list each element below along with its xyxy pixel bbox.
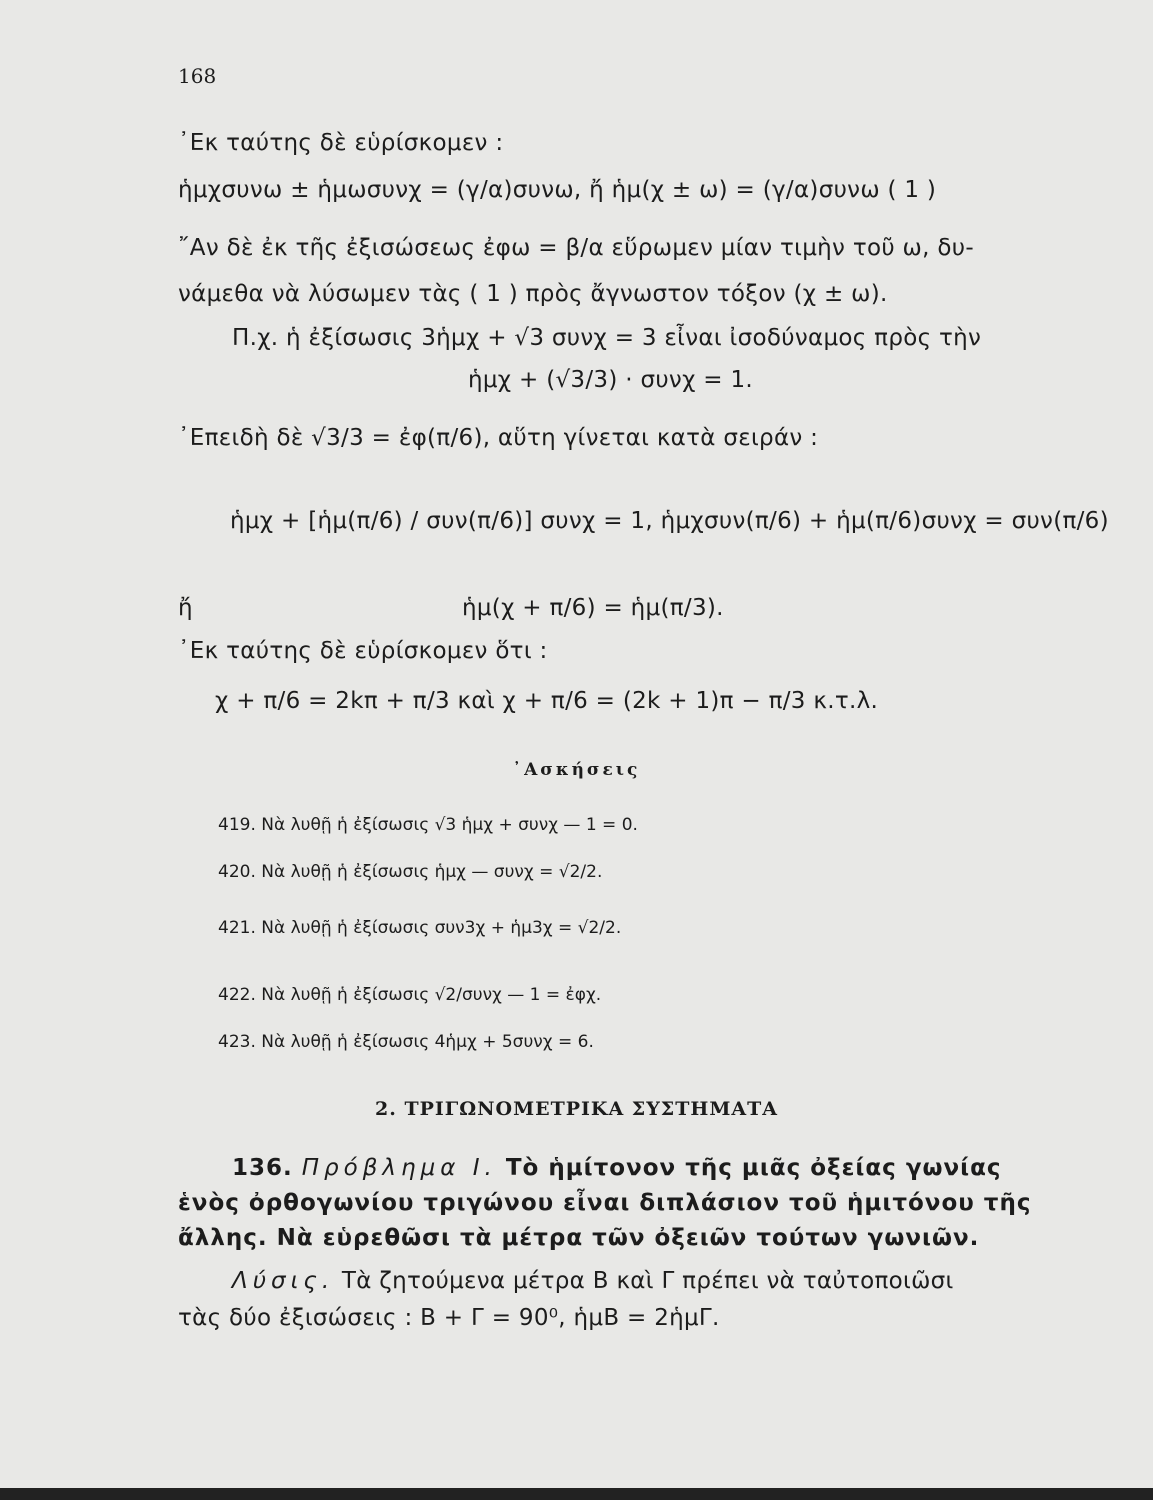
text-line-1: ᾿Εκ ταύτης δὲ εὑρίσκομεν : <box>178 130 504 156</box>
equation-4: ἡμ(χ + π/6) = ἡμ(π/3). <box>462 595 724 621</box>
problem-number: 136. <box>232 1155 293 1181</box>
text-or: ἤ <box>178 595 193 621</box>
exercises-title: ᾿Ασκήσεις <box>512 760 641 780</box>
text-line-4: νάμεθα νὰ λύσωμεν τὰς ( 1 ) πρὸς ἄγνωστον τόξον (χ ± ω). <box>178 281 888 307</box>
problem-line-1 <box>232 1155 1002 1181</box>
solution-line-1 <box>232 1268 954 1294</box>
text-line-7: ᾿Επειδὴ δὲ √3/3 = ἐφ(π/6), αὕτη γίνεται κατὰ σειράν : <box>178 425 819 451</box>
exercise-421: 421. Νὰ λυθῇ ἡ ἐξίσωσις συν3χ + ἡμ3χ = √2/2. <box>218 918 622 938</box>
equation-3: ἡμχ + [ἡμ(π/6) / συν(π/6)] συνχ = 1, ἡμχσυν(π/6) + ἡμ(π/6)συνχ = συν(π/6) <box>230 508 1109 534</box>
equation-5: χ + π/6 = 2kπ + π/3 καὶ χ + π/6 = (2k + 1)π − π/3 κ.τ.λ. <box>215 688 879 714</box>
solution-label: Λύσις. <box>232 1268 335 1294</box>
exercise-420: 420. Νὰ λυθῇ ἡ ἐξίσωσις ἡμχ — συνχ = √2/2. <box>218 862 603 882</box>
exercise-422: 422. Νὰ λυθῇ ἡ ἐξίσωσις √2/συνχ — 1 = ἐφχ. <box>218 985 602 1005</box>
equation-1: ἡμχσυνω ± ἡμωσυνχ = (γ/α)συνω, ἤ ἡμ(χ ± ω) = (γ/α)συνω ( 1 ) <box>178 177 937 203</box>
section-heading: 2. ΤΡΙΓΩΝΟΜΕΤΡΙΚΑ ΣΥΣΤΗΜΑΤΑ <box>375 1098 778 1120</box>
exercise-423: 423. Νὰ λυθῇ ἡ ἐξίσωσις 4ἡμχ + 5συνχ = 6. <box>218 1032 594 1052</box>
text-line-5: Π.χ. ἡ ἐξίσωσις 3ἡμχ + √3 συνχ = 3 εἶναι ἰσοδύναμος πρὸς τὴν <box>232 325 982 351</box>
equation-2: ἡμχ + (√3/3) · συνχ = 1. <box>468 367 753 393</box>
text-line-10: ᾿Εκ ταύτης δὲ εὑρίσκομεν ὅτι : <box>178 638 548 664</box>
problem-label: Πρόβλημα Ι. <box>301 1155 497 1181</box>
exercise-419: 419. Νὰ λυθῇ ἡ ἐξίσωσις √3 ἡμχ + συνχ — 1 = 0. <box>218 815 638 835</box>
problem-line-3: ἄλλης. Νὰ εὑρεθῶσι τὰ μέτρα τῶν ὀξειῶν τούτων γωνιῶν. <box>178 1225 980 1251</box>
solution-line-2: τὰς δύο ἐξισώσεις : Β + Γ = 90⁰, ἡμΒ = 2ἡμΓ. <box>178 1305 720 1331</box>
solution-text-1: Τὰ ζητούμενα μέτρα Β καὶ Γ πρέπει νὰ ταὐτοποιῶσι <box>341 1268 954 1294</box>
text-line-3: ῎Αν δὲ ἐκ τῆς ἐξισώσεως ἐφω = β/α εὕρωμεν μίαν τιμὴν τοῦ ω, δυ- <box>178 235 974 261</box>
problem-line-2: ἑνὸς ὀρθογωνίου τριγώνου εἶναι διπλάσιον τοῦ ἡμιτόνου τῆς <box>178 1190 1032 1216</box>
problem-text-1: Τὸ ἡμίτονον τῆς μιᾶς ὀξείας γωνίας <box>505 1155 1002 1181</box>
page-number: 168 <box>178 64 217 88</box>
